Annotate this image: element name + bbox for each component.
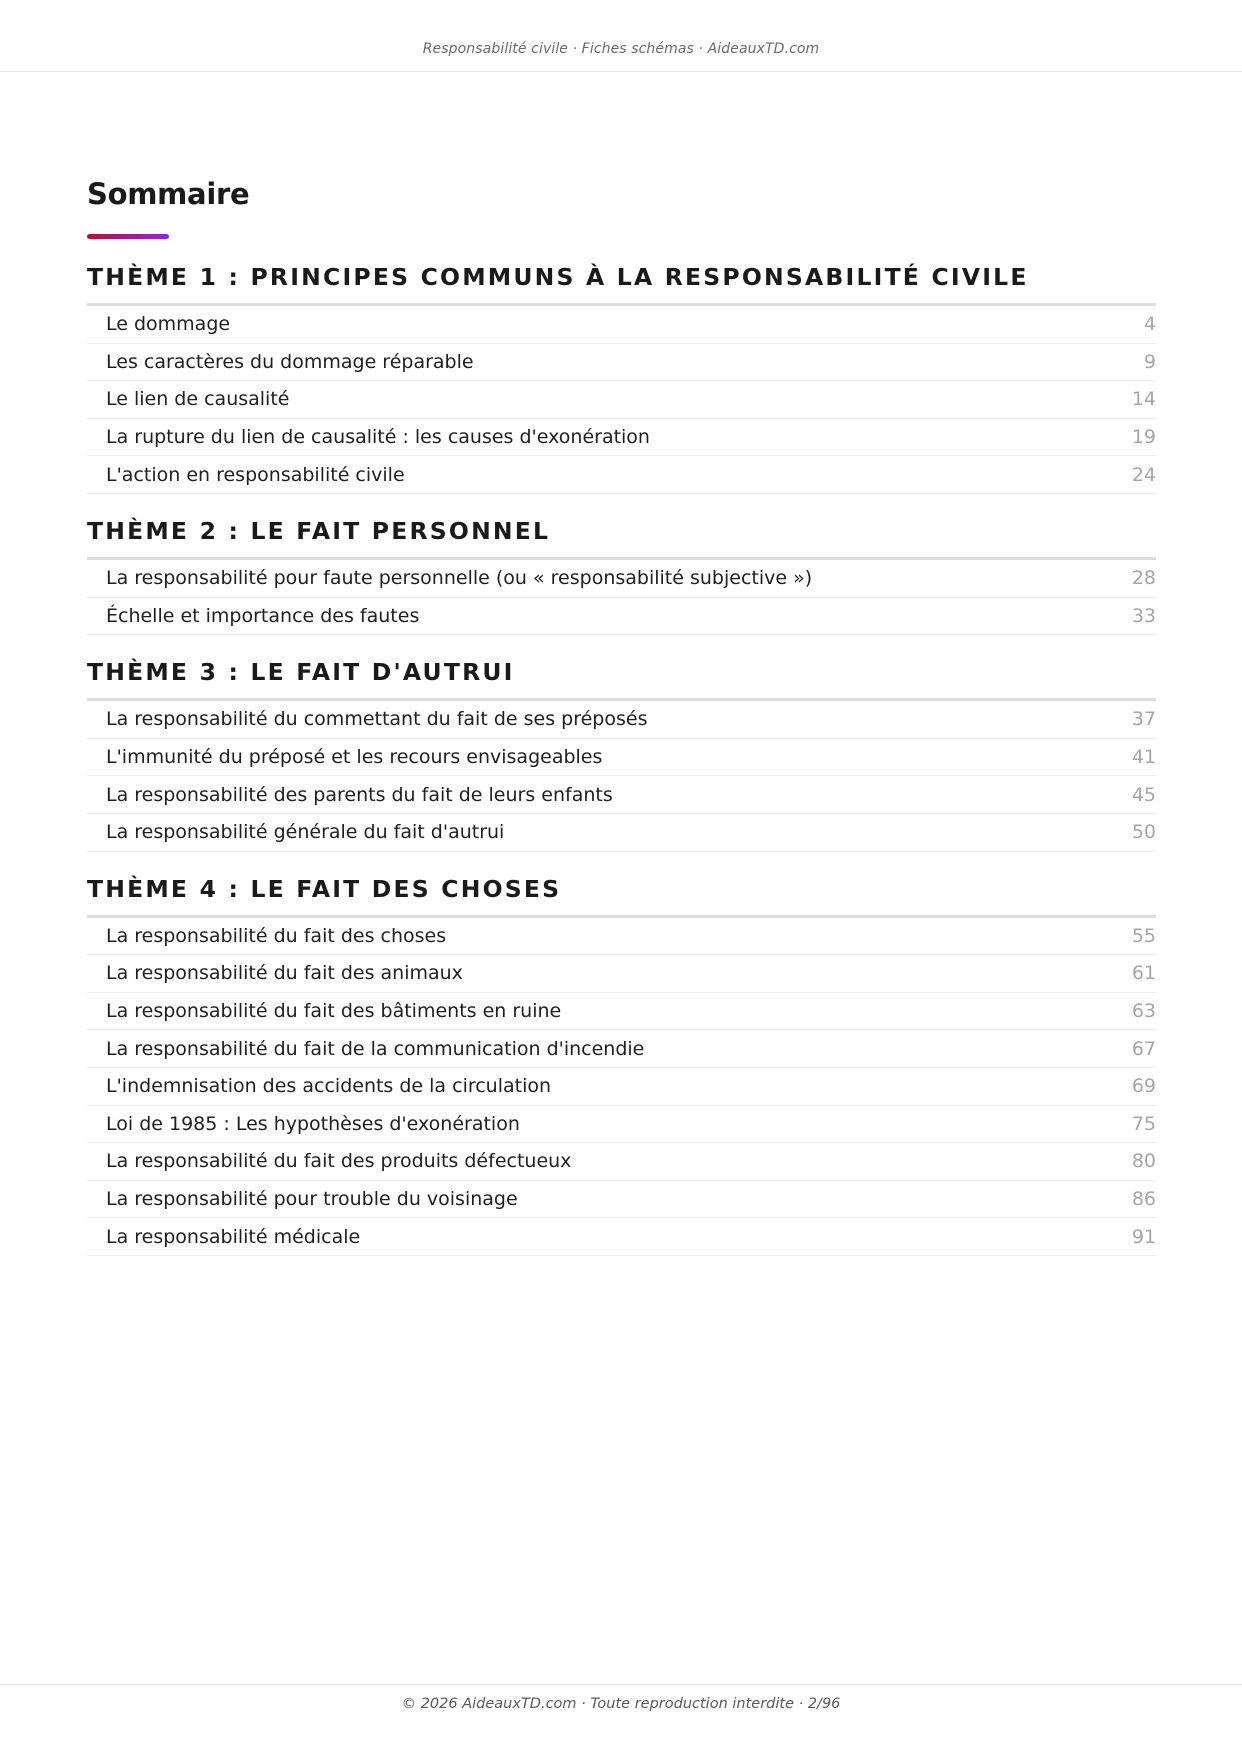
toc-entry[interactable] [87,955,1156,993]
theme-section [87,657,1156,851]
toc-entry[interactable] [87,776,1156,814]
toc-entry[interactable] [87,560,1156,598]
toc-entry-label: La responsabilité du fait des choses [106,924,447,947]
page-footer [0,1684,1242,1754]
table-of-contents [87,172,1156,1256]
toc-entry[interactable] [87,306,1156,344]
toc-entry[interactable] [87,739,1156,777]
theme-section [87,262,1156,494]
toc-entry-label: La responsabilité pour faute personnelle (ou « responsabilité subjective ») [106,567,813,590]
toc-entry[interactable] [87,419,1156,457]
toc-entry-page-number: 45 [1131,783,1156,806]
toc-entry[interactable] [87,344,1156,382]
toc-entry-page-number: 55 [1131,924,1156,947]
toc-entry[interactable] [87,1181,1156,1219]
toc-entry[interactable] [87,598,1156,636]
toc-entry-page-number: 63 [1131,1000,1156,1023]
theme-heading: THÈME 3 : LE FAIT D'AUTRUI [87,657,1156,701]
title-accent-bar [87,234,169,239]
toc-entry-page-number: 86 [1131,1187,1156,1210]
toc-entry[interactable] [87,1068,1156,1106]
toc-entry[interactable] [87,381,1156,419]
toc-entry-label: Loi de 1985 : Les hypothèses d'exonération [106,1112,520,1135]
toc-entry-page-number: 80 [1131,1150,1156,1173]
toc-entry-label: La responsabilité du fait des produits défectueux [106,1150,572,1173]
toc-entry[interactable] [87,701,1156,739]
theme-entries [87,560,1156,635]
toc-entry-label: Les caractères du dommage réparable [106,350,474,373]
theme-section [87,874,1156,1256]
toc-entry-page-number: 9 [1143,350,1156,373]
theme-section [87,516,1156,635]
toc-entry-label: La responsabilité générale du fait d'autrui [106,821,505,844]
running-title: Responsabilité civile · Fiches schémas · AideauxTD.com [422,41,820,57]
toc-entry-page-number: 41 [1131,746,1156,769]
toc-entry-page-number: 4 [1143,313,1156,336]
toc-entry[interactable] [87,814,1156,852]
toc-entry-label: La responsabilité médicale [106,1225,361,1248]
toc-entry-label: L'immunité du préposé et les recours envisageables [106,746,603,769]
toc-entry[interactable] [87,1106,1156,1144]
toc-entry-label: La responsabilité des parents du fait de leurs enfants [106,783,613,806]
theme-entries [87,918,1156,1256]
toc-entry-page-number: 69 [1131,1075,1156,1098]
toc-entry-label: La responsabilité du fait des bâtiments en ruine [106,1000,562,1023]
theme-entries [87,306,1156,494]
toc-entry-page-number: 75 [1131,1112,1156,1135]
toc-entry-page-number: 50 [1131,821,1156,844]
toc-entry-label: Échelle et importance des fautes [106,604,420,627]
toc-entry-label: Le lien de causalité [106,388,290,411]
toc-entry[interactable] [87,1143,1156,1181]
toc-entry-label: La responsabilité du fait de la communication d'incendie [106,1037,645,1060]
toc-entry-page-number: 33 [1131,604,1156,627]
toc-entry-label: L'indemnisation des accidents de la circulation [106,1075,552,1098]
theme-heading: THÈME 1 : PRINCIPES COMMUNS À LA RESPONSABILITÉ CIVILE [87,262,1156,306]
toc-entry[interactable] [87,1218,1156,1256]
toc-entry-label: La responsabilité pour trouble du voisinage [106,1187,518,1210]
toc-entry-label: La rupture du lien de causalité : les causes d'exonération [106,426,650,449]
toc-entry-page-number: 28 [1131,567,1156,590]
toc-entry-page-number: 19 [1131,426,1156,449]
toc-entry-label: Le dommage [106,313,231,336]
toc-entry-page-number: 14 [1131,388,1156,411]
theme-heading: THÈME 4 : LE FAIT DES CHOSES [87,874,1156,918]
toc-entry-label: L'action en responsabilité civile [106,463,405,486]
themes-list [87,262,1156,1256]
toc-entry-label: La responsabilité du commettant du fait de ses préposés [106,708,648,731]
footer-text: © 2026 AideauxTD.com · Toute reproduction interdite · 2/96 [401,1696,841,1712]
toc-entry[interactable] [87,993,1156,1031]
toc-entry[interactable] [87,1030,1156,1068]
toc-entry-page-number: 67 [1131,1037,1156,1060]
toc-entry-page-number: 24 [1131,463,1156,486]
page-title: Sommaire [87,177,250,211]
toc-entry-label: La responsabilité du fait des animaux [106,962,463,985]
theme-entries [87,701,1156,851]
toc-entry-page-number: 91 [1131,1225,1156,1248]
toc-entry-page-number: 61 [1131,962,1156,985]
page-header [0,0,1242,72]
toc-entry[interactable] [87,918,1156,956]
toc-entry-page-number: 37 [1131,708,1156,731]
theme-heading: THÈME 2 : LE FAIT PERSONNEL [87,516,1156,560]
toc-entry[interactable] [87,456,1156,494]
